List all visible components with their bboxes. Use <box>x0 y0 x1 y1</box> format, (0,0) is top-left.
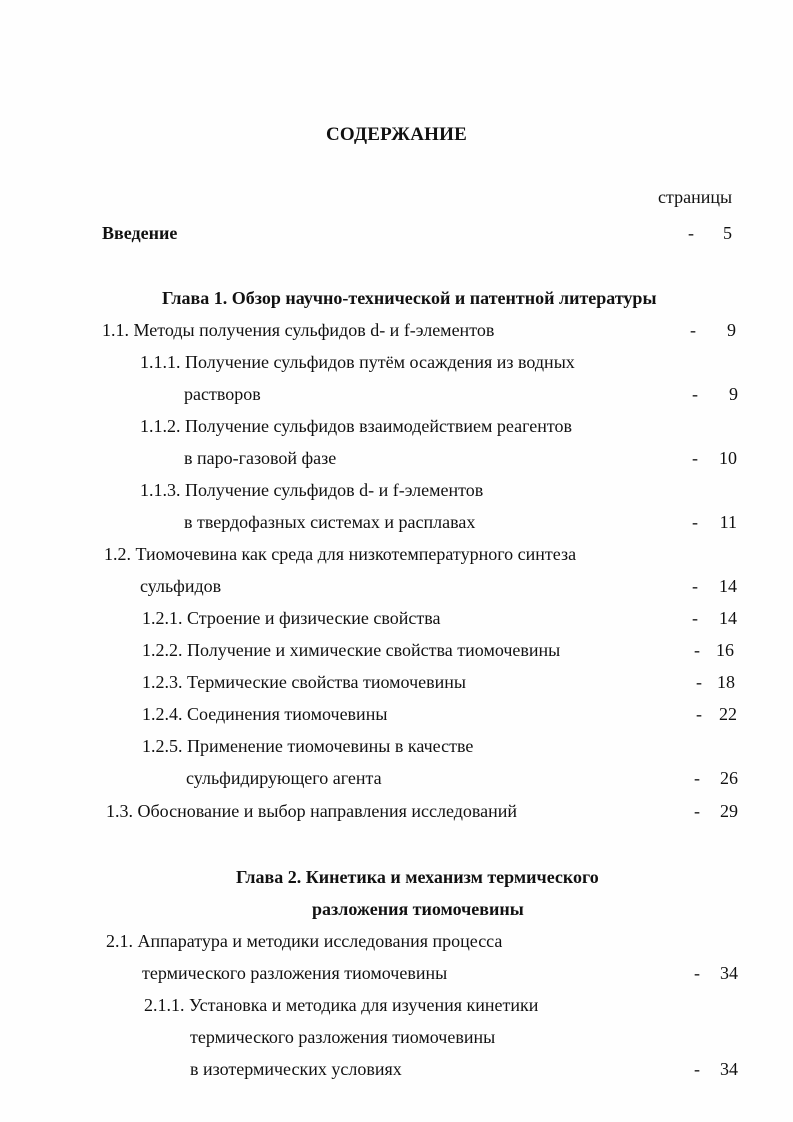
toc-dash: - <box>696 704 702 724</box>
chapter2-heading-line1: Глава 2. Кинетика и механизм термического <box>236 867 599 887</box>
toc-dash: - <box>694 1059 700 1079</box>
toc-dash: - <box>694 963 700 983</box>
toc-page-1-1-2: 10 <box>719 448 737 468</box>
toc-entry-1-3: 1.3. Обоснование и выбор направления исследований <box>106 801 518 821</box>
toc-entry-1-1-2-line1: 1.1.2. Получение сульфидов взаимодействием реагентов <box>140 416 572 436</box>
toc-page-1-2-3: 18 <box>717 672 735 692</box>
toc-entry-2-1-line1: 2.1. Аппаратура и методики исследования процесса <box>106 931 503 951</box>
toc-page-1-1-1: 9 <box>729 384 738 404</box>
toc-dash: - <box>692 608 698 628</box>
toc-intro-label: Введение <box>102 223 178 243</box>
toc-dash: - <box>694 801 700 821</box>
toc-page-1-2-1: 14 <box>719 608 737 628</box>
toc-page-2-1: 34 <box>720 963 738 983</box>
toc-entry-1-2-5-line2: сульфидирующего агента <box>186 768 382 788</box>
toc-dash: - <box>692 576 698 596</box>
toc-dash: - <box>690 320 696 340</box>
toc-page-1-3: 29 <box>720 801 738 821</box>
toc-entry-1-1: 1.1. Методы получения сульфидов d- и f-элементов <box>102 320 495 340</box>
toc-entry-1-2-3: 1.2.3. Термические свойства тиомочевины <box>142 672 466 692</box>
toc-entry-1-2-line1: 1.2. Тиомочевина как среда для низкотемпературного синтеза <box>104 544 577 564</box>
toc-page-1-1: 9 <box>727 320 736 340</box>
toc-intro-page: 5 <box>723 223 732 243</box>
toc-page-1-2-2: 16 <box>716 640 734 660</box>
page-title: СОДЕРЖАНИЕ <box>326 124 467 145</box>
toc-page-1-2-5: 26 <box>720 768 738 788</box>
toc-dash: - <box>692 512 698 532</box>
toc-entry-2-1-line2: термического разложения тиомочевины <box>142 963 448 983</box>
toc-entry-1-1-1-line1: 1.1.1. Получение сульфидов путём осаждения из водных <box>140 352 575 372</box>
chapter1-heading: Глава 1. Обзор научно-технической и патентной литературы <box>162 288 657 308</box>
toc-dash: - <box>694 640 700 660</box>
toc-entry-1-2-1: 1.2.1. Строение и физические свойства <box>142 608 441 628</box>
toc-entry-1-1-3-line1: 1.1.3. Получение сульфидов d- и f-элементов <box>140 480 484 500</box>
chapter2-heading-line2: разложения тиомочевины <box>312 899 524 919</box>
toc-page-2-1-1: 34 <box>720 1059 738 1079</box>
toc-page-1-2-4: 22 <box>719 704 737 724</box>
toc-entry-2-1-1-line3: в изотермических условиях <box>190 1059 402 1079</box>
toc-entry-1-1-1-line2: растворов <box>184 384 261 404</box>
toc-dash: - <box>688 223 694 243</box>
toc-dash: - <box>692 448 698 468</box>
toc-entry-1-1-2-line2: в паро-газовой фазе <box>184 448 337 468</box>
toc-entry-1-2-2: 1.2.2. Получение и химические свойства тиомочевины <box>142 640 561 660</box>
toc-dash: - <box>694 768 700 788</box>
toc-page-1-1-3: 11 <box>719 512 737 532</box>
pages-column-header: страницы <box>658 187 733 207</box>
toc-entry-1-2-5-line1: 1.2.5. Применение тиомочевины в качестве <box>142 736 474 756</box>
toc-dash: - <box>692 384 698 404</box>
toc-page-1-2: 14 <box>719 576 737 596</box>
toc-entry-1-2-4: 1.2.4. Соединения тиомочевины <box>142 704 388 724</box>
toc-dash: - <box>696 672 702 692</box>
toc-entry-1-2-line2: сульфидов <box>140 576 222 596</box>
toc-entry-1-1-3-line2: в твердофазных системах и расплавах <box>184 512 476 532</box>
toc-entry-2-1-1-line2: термического разложения тиомочевины <box>190 1027 496 1047</box>
toc-entry-2-1-1-line1: 2.1.1. Установка и методика для изучения кинетики <box>144 995 539 1015</box>
